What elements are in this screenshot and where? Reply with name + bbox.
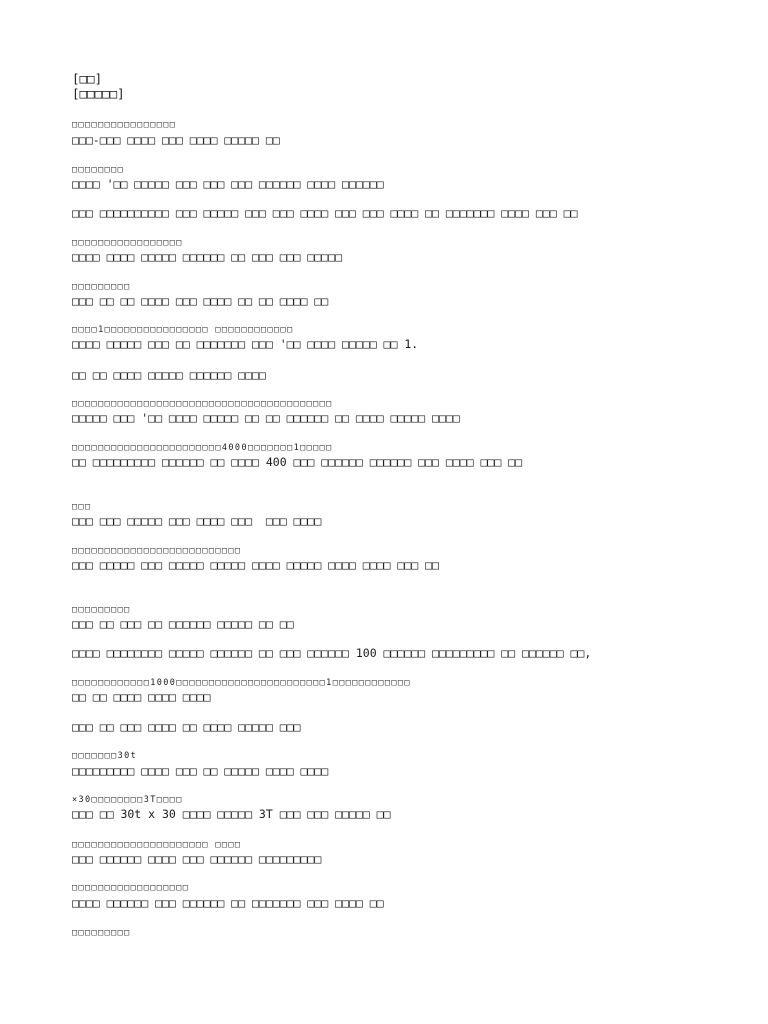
text-line: □□□ □□ □□□ □□□□ □□ □□□□ □□□□□ □□□ <box>72 720 301 734</box>
heading-line: □□□□1□□□□□□□□□□□□□□□□ □□□□□□□□□□□□ <box>72 325 294 335</box>
text-line: □□□ □□ □□ □□□□ □□□ □□□□ □□ □□ □□□□ □□ <box>72 294 329 308</box>
heading-line: □□□□□□□□□ <box>72 605 131 615</box>
text-line: [□□□□□] <box>72 86 125 101</box>
text-line: □□□ □□ 30t x 30 □□□□ □□□□□ 3T □□□ □□□ □□□□□ □□ <box>72 807 391 821</box>
text-line: □□□ □□□□□□□□□□ □□□ □□□□□ □□□ □□□ □□□□ □□□ □□□ □□□□ □□ □□□□□□□ □□□□ □□□ □□ <box>72 206 578 220</box>
text-line: □□ □□ □□□□ □□□□□ □□□□□□ □□□□ <box>72 368 266 382</box>
heading-line: □□□□□□□□□□□□□□□□□□□□□□□□□□ <box>72 546 242 556</box>
text-line: □□□□ □□□□ □□□□□ □□□□□□ □□ □□□ □□□ □□□□□ <box>72 250 343 264</box>
text-line: □□□□ □□□□□ □□□ □□ □□□□□□□ □□□ '□□ □□□□ □□□□□ □□ 1. <box>72 337 419 351</box>
text-line: □□□□ '□□ □□□□□ □□□ □□□ □□□ □□□□□□ □□□□ □□□□□□ <box>72 177 384 191</box>
text-line: □□□ □□□□□ □□□ □□□□□ □□□□□ □□□□ □□□□□ □□□□ □□□□ □□□ □□ <box>72 558 439 572</box>
heading-line: □□□ <box>72 502 92 512</box>
heading-line: □□□□□□□□□□□□□□□□□□ <box>72 883 190 893</box>
heading-line: □□□□□□□30t <box>72 751 138 761</box>
text-line: □□ □□ □□□□ □□□□ □□□□ <box>72 690 211 704</box>
heading-line: □□□□□□□□□□□□□□□□ <box>72 120 177 130</box>
heading-line: □□□□□□□□□□□□1000□□□□□□□□□□□□□□□□□□□□□□□1□□□□□□□□□□□□ <box>72 678 411 688</box>
text-line: [□□] <box>72 71 103 86</box>
text-line: □□□□ □□□□□□□□ □□□□□ □□□□□□ □□ □□□ □□□□□□ 100 □□□□□□ □□□□□□□□□ □□ □□□□□□ □□, <box>72 646 592 660</box>
heading-line: □□□□□□□□ <box>72 165 125 175</box>
text-line: □□□-□□□ □□□□ □□□ □□□□ □□□□□ □□ <box>72 133 280 147</box>
text-line: □□ □□□□□□□□□ □□□□□□ □□ □□□□ 400 □□□ □□□□□□ □□□□□□ □□□ □□□□ □□□ □□ <box>72 455 523 469</box>
heading-line: □□□□□□□□□ <box>72 282 131 292</box>
heading-line: □□□□□□□□□ <box>72 928 131 938</box>
heading-line: □□□□□□□□□□□□□□□□□ <box>72 238 183 248</box>
heading-line: □□□□□□□□□□□□□□□□□□□□□ □□□□ <box>72 840 242 850</box>
text-line: □□□ □□□□□□ □□□□ □□□ □□□□□□ □□□□□□□□□ <box>72 852 322 866</box>
text-line: □□□□□□□□□ □□□□ □□□ □□ □□□□□ □□□□ □□□□ <box>72 764 329 778</box>
heading-line: ×30□□□□□□□□3T□□□□ <box>72 795 183 805</box>
heading-line: □□□□□□□□□□□□□□□□□□□□□□□□□□□□□□□□□□□□□□□□ <box>72 399 333 409</box>
text-line: □□□ □□ □□□ □□ □□□□□□ □□□□□ □□ □□ <box>72 617 294 631</box>
text-line: □□□□□ □□□ '□□ □□□□ □□□□□ □□ □□ □□□□□□ □□ □□□□ □□□□□ □□□□ <box>72 411 460 425</box>
heading-line: □□□□□□□□□□□□□□□□□□□□□□□4000□□□□□□□1□□□□□ <box>72 443 333 453</box>
text-line: □□□ □□□ □□□□□ □□□ □□□□ □□□ □□□ □□□□ <box>72 514 322 528</box>
text-line: □□□□ □□□□□□ □□□ □□□□□□ □□ □□□□□□□ □□□ □□□□ □□ <box>72 896 384 910</box>
